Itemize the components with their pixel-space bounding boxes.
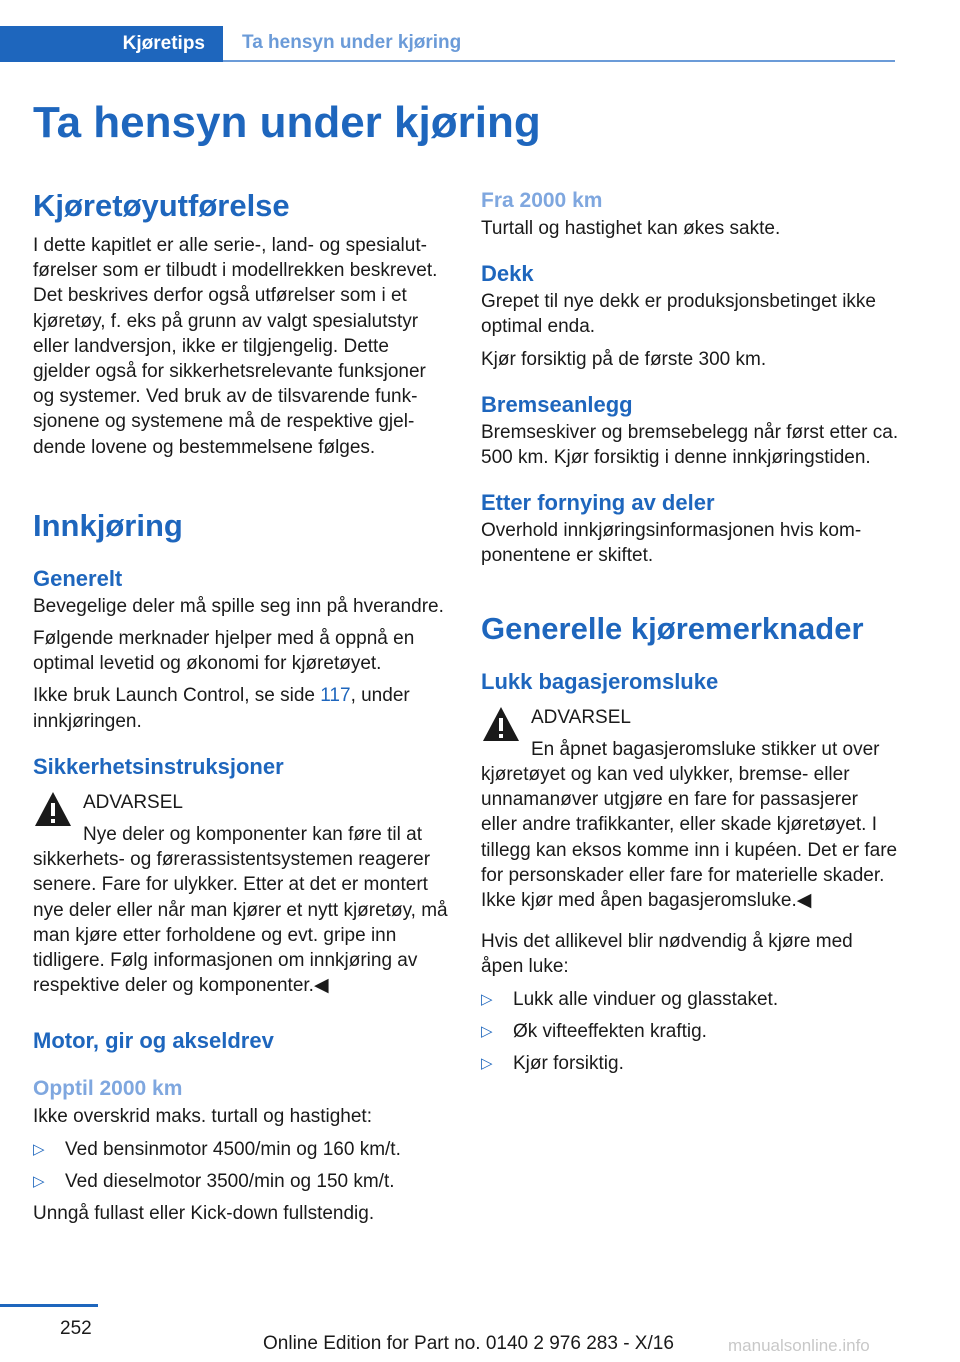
list-rpm-limits	[33, 1137, 451, 1194]
warning-text: En åpnet bagasjeromsluke stikker ut over kjøretøyet og kan ved ulykker, bremse- eller unnamanøver utgjøre en fare for passasjerer eller andre trafikkanter, eller skade kjøretøyet. I tillegg kan eksos komme inn i kupéen. Det er fare for personskader eller fare for materielle skader. Ikke kjør med åpen bagasjeromsluke.◀	[481, 738, 898, 912]
left-column	[33, 186, 451, 1226]
triangle-bullet-icon: ▷	[481, 1022, 493, 1040]
paragraph-generelt-2: Følgende merknader hjelper med å oppnå en optimal levetid og økonomi for kjøretøyet.	[33, 628, 415, 675]
list-open-hatch	[481, 987, 899, 1077]
subheading-opptil-2000: Opptil 2000 km	[33, 1077, 183, 1101]
list-item: ▷ Ved bensinmotor 4500/min og 160 km/t.	[33, 1137, 451, 1162]
watermark: manualsonline.info	[728, 1336, 870, 1355]
paragraph-opptil: Ikke overskrid maks. turtall og hastighet:	[33, 1106, 372, 1128]
launch-control-text-end: , under innkjøringen.	[33, 685, 410, 732]
triangle-bullet-icon: ▷	[33, 1140, 45, 1158]
warning-title: ADVARSEL	[83, 791, 183, 813]
list-item: ▷ Øk vifteeffekten kraftig.	[481, 1019, 899, 1044]
paragraph-bremseanlegg: Bremseskiver og bremsebelegg når først etter ca. 500 km. Kjør forsiktig i denne innkjøringstiden.	[481, 421, 899, 469]
page-number: 252	[60, 1318, 92, 1339]
warning-box-left	[33, 790, 451, 999]
paragraph-fra-2000: Turtall og hastighet kan økes sakte.	[481, 218, 781, 239]
header-rule	[223, 60, 895, 62]
subheading-fra-2000: Fra 2000 km	[481, 189, 603, 212]
subheading-sikkerhetsinstruksjoner: Sikkerhetsinstruksjoner	[33, 753, 284, 779]
list-item: ▷ Lukk alle vinduer og glasstaket.	[481, 987, 899, 1012]
subheading-lukk-bagasjeromsluke: Lukk bagasjeromsluke	[481, 668, 719, 694]
paragraph-generelt-1: Bevegelige deler må spille seg inn på hverandre.	[33, 595, 444, 617]
subheading-etter-fornying: Etter fornying av deler	[481, 490, 715, 516]
list-item: ▷ Ved dieselmotor 3500/min og 150 km/t.	[33, 1169, 451, 1194]
subheading-motor-gir-akseldrev: Motor, gir og akseldrev	[33, 1028, 274, 1054]
warning-box-right	[481, 705, 899, 914]
warning-triangle-icon	[481, 705, 521, 743]
paragraph-dekk-1: Grepet til nye dekk er produksjonsbetinget ikke optimal enda.	[481, 291, 876, 338]
breadcrumb: Ta hensyn under kjøring	[242, 32, 462, 53]
section-heading-generelle-kjoremerknader: Generelle kjøremerknader	[481, 610, 864, 646]
page-title: Ta hensyn under kjøring	[33, 98, 541, 147]
launch-control-text: Ikke bruk Launch Control, se side	[33, 685, 321, 707]
subheading-generelt: Generelt	[33, 565, 123, 591]
paragraph-hvis: Hvis det allikevel blir nødvendig å kjøre med åpen luke:	[481, 931, 853, 978]
paragraph-kjoretoyutforelse: I dette kapitlet er alle serie-, land- og spesialutførelser som er tilbudt i modellrekken beskrevet. Det beskrives derfor også utførelser som i et kjøretøy, f. eks på grunn av valgt spesialutstyr eller landversjon, ikke er tilgjengelig. Dette gjelder også for sikkerhetsrelevante funksjoner og systemer. Ved bruk av de tilsvarende funksjonene og systemene må de respektive gjeldende lovene og bestemmelsene følges.	[33, 235, 438, 458]
subheading-dekk: Dekk	[481, 261, 534, 287]
paragraph-etter-fornying: Overhold innkjøringsinformasjonen hvis komponentene er skiftet.	[481, 520, 862, 567]
paragraph-generelt-3	[33, 683, 451, 733]
list-item: ▷ Kjør forsiktig.	[481, 1051, 899, 1076]
warning-title: ADVARSEL	[531, 706, 631, 728]
triangle-bullet-icon: ▷	[481, 990, 493, 1008]
warning-text: Nye deler og komponenter kan føre til at sikkerhets- og førerassistentsystemen reagerer senere. Fare for ulykker. Etter at det er montert nye deler eller når man kjører et nytt kjøretøy, må man kjøre etter forholdene og evt. gripe inn tidligere. Følg informasjonen om innkjøring av respektive deler og komponenter.◀	[33, 824, 448, 997]
warning-triangle-icon	[33, 790, 73, 828]
edition-text: Online Edition for Part no. 0140 2 976 283 - X/16	[263, 1333, 674, 1354]
chapter-tab-label: Kjøretips	[122, 33, 205, 54]
page-link-117[interactable]: 117	[320, 685, 351, 707]
paragraph-unnga: Unngå fullast eller Kick-down fullstendig.	[33, 1203, 375, 1225]
section-heading-kjoretoyutforelse: Kjøretøyutførelse	[33, 188, 290, 223]
subheading-bremseanlegg: Bremseanlegg	[481, 391, 633, 417]
paragraph-dekk-2: Kjør forsiktig på de første 300 km.	[481, 348, 767, 370]
right-column	[481, 186, 899, 1076]
section-heading-innkjoring: Innkjøring	[33, 507, 183, 543]
triangle-bullet-icon: ▷	[481, 1055, 493, 1073]
triangle-bullet-icon: ▷	[33, 1172, 45, 1190]
footer-rule	[0, 1304, 98, 1307]
chapter-tab[interactable]	[0, 26, 223, 62]
